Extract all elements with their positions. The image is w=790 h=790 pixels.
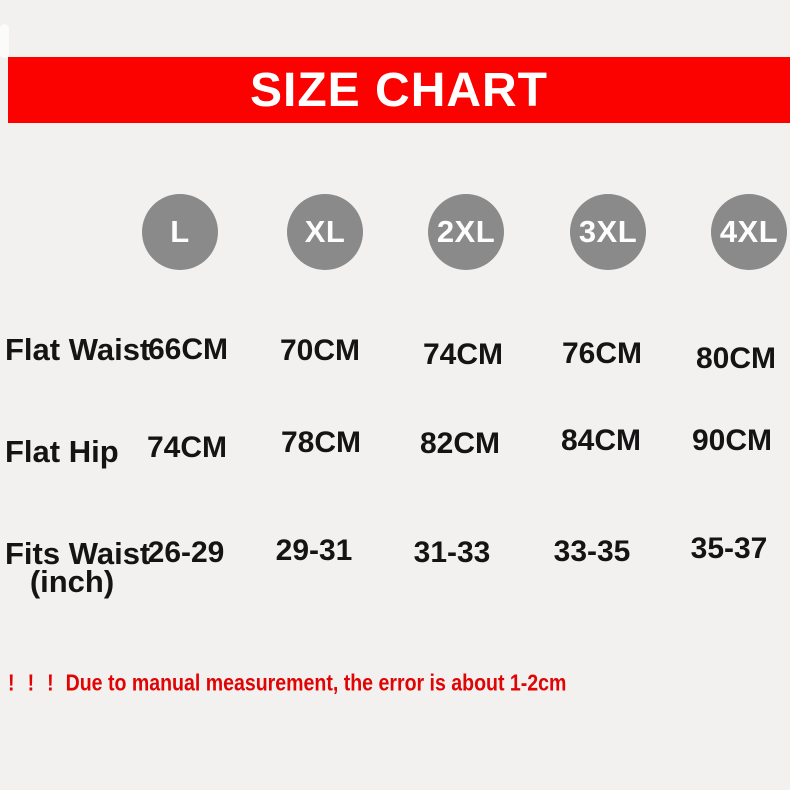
size-badge-4xl bbox=[711, 194, 787, 270]
flat-hip-value-l: 74CM bbox=[146, 431, 228, 464]
measurement-disclaimer bbox=[8, 670, 566, 697]
flat-waist-value-xl: 70CM bbox=[279, 334, 361, 367]
size-badge-3xl-label: 3XL bbox=[578, 214, 638, 249]
size-badge-l bbox=[142, 194, 218, 270]
fits-waist-value-2xl: 31-33 bbox=[413, 536, 491, 569]
page-title: SIZE CHART bbox=[250, 63, 548, 117]
fits-waist-value-l: 26-29 bbox=[147, 536, 225, 569]
row-label-flat-hip: Flat Hip bbox=[5, 434, 119, 469]
fits-waist-value-4xl: 35-37 bbox=[690, 532, 768, 565]
size-badge-3xl bbox=[570, 194, 646, 270]
flat-waist-value-4xl: 80CM bbox=[695, 342, 777, 375]
size-badge-2xl-label: 2XL bbox=[436, 214, 496, 249]
disclaimer-text: Due to manual measurement, the error is about 1-2cm bbox=[65, 669, 567, 696]
size-chart-banner bbox=[8, 57, 790, 123]
flat-hip-value-xl: 78CM bbox=[280, 426, 362, 459]
flat-hip-value-3xl: 84CM bbox=[560, 424, 642, 457]
flat-waist-value-l: 66CM bbox=[147, 333, 229, 366]
row-label-flat-waist: Flat Waist bbox=[5, 332, 151, 367]
row-label-fits-waist: Fits Waist bbox=[5, 536, 151, 571]
flat-waist-value-3xl: 76CM bbox=[561, 337, 643, 370]
size-badge-xl bbox=[287, 194, 363, 270]
flat-hip-value-4xl: 90CM bbox=[691, 424, 773, 457]
fits-waist-value-3xl: 33-35 bbox=[553, 535, 631, 568]
size-badge-4xl-label: 4XL bbox=[719, 214, 779, 249]
flat-hip-value-2xl: 82CM bbox=[419, 427, 501, 460]
exclamation-marks: ! ! ! bbox=[8, 669, 54, 696]
size-badge-2xl bbox=[428, 194, 504, 270]
fits-waist-value-xl: 29-31 bbox=[275, 534, 353, 567]
flat-waist-value-2xl: 74CM bbox=[422, 338, 504, 371]
size-badge-xl-label: XL bbox=[304, 214, 346, 249]
photo-artifact-blob bbox=[0, 24, 9, 58]
size-badge-l-label: L bbox=[170, 214, 190, 249]
row-label-fits-waist-unit: (inch) bbox=[29, 564, 115, 599]
